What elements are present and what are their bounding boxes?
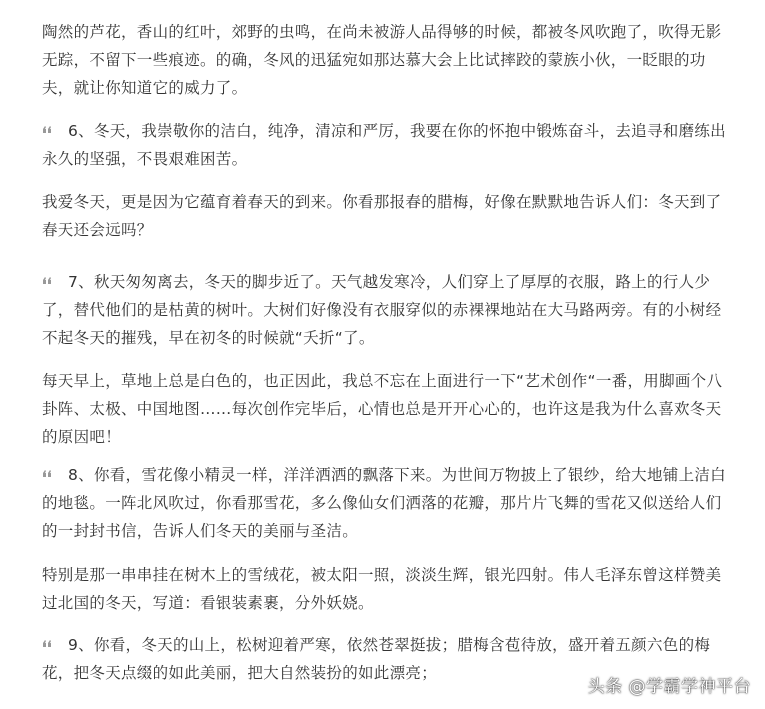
paragraph-text: 6、冬天，我崇敬你的洁白，纯净，清凉和严厉，我要在你的怀抱中锻炼奋斗，去追寻和磨练出永久的坚强，不畏艰难困苦。 — [42, 122, 726, 168]
paragraph-7b — [42, 367, 732, 451]
paragraph-6b — [42, 188, 732, 244]
quote-mark-icon — [42, 638, 52, 648]
quote-mark-icon — [42, 124, 52, 134]
paragraph-8 — [42, 461, 732, 545]
paragraph-text: 我爱冬天，更是因为它蕴育着春天的到来。你看那报春的腊梅，好像在默默地告诉人们：冬天到了春天还会远吗？ — [42, 193, 722, 239]
paragraph-8b — [42, 561, 732, 617]
quote-mark-icon — [42, 468, 52, 478]
paragraph-text: 特别是那一串串挂在树木上的雪绒花，被太阳一照，淡淡生辉，银光四射。伟人毛泽东曾这样赞美过北国的冬天，写道：看银装素裹，分外妖娆。 — [42, 566, 722, 612]
paragraph-text: 7、秋天匆匆离去，冬天的脚步近了。天气越发寒冷，人们穿上了厚厚的衣服，路上的行人少了，替代他们的是枯黄的树叶。大树们好像没有衣服穿似的赤裸裸地站在大马路两旁。有的小树经不起冬天的摧残，早在初冬的时候就“夭折“了。 — [42, 273, 722, 347]
paragraph-text: 9、你看，冬天的山上，松树迎着严寒，依然苍翠挺拔；腊梅含苞待放，盛开着五颜六色的梅花，把冬天点缀的如此美丽，把大自然装扮的如此漂亮； — [42, 636, 711, 682]
paragraph-text: 8、你看，雪花像小精灵一样，洋洋洒洒的飘落下来。为世间万物披上了银纱，给大地铺上洁白的地毯。一阵北风吹过，你看那雪花，多么像仙女们洒落的花瓣，那片片飞舞的雪花又似送给人们的一封封书信，告诉人们冬天的美丽与圣洁。 — [42, 466, 726, 540]
paragraph-text: 陶然的芦花，香山的红叶，郊野的虫鸣，在尚未被游人品得够的时候，都被冬风吹跑了，吹得无影无踪，不留下一些痕迹。的确，冬风的迅猛宛如那达慕大会上比试摔跤的蒙族小伙，一眨眼的功夫，就让你知道它的威力了。 — [42, 23, 722, 97]
paragraph-7 — [42, 268, 732, 352]
quote-mark-icon — [42, 275, 52, 285]
paragraph-6 — [42, 117, 732, 173]
source-watermark: 头条 @学霸学神平台 — [587, 677, 751, 697]
paragraph-text: 每天早上，草地上总是白色的，也正因此，我总不忘在上面进行一下“艺术创作“一番，用脚画个八卦阵、太极、中国地图……每次创作完毕后，心情也总是开开心心的，也许这是我为什么喜欢冬天的原因吧！ — [42, 372, 723, 446]
paragraph-intro — [42, 18, 732, 102]
